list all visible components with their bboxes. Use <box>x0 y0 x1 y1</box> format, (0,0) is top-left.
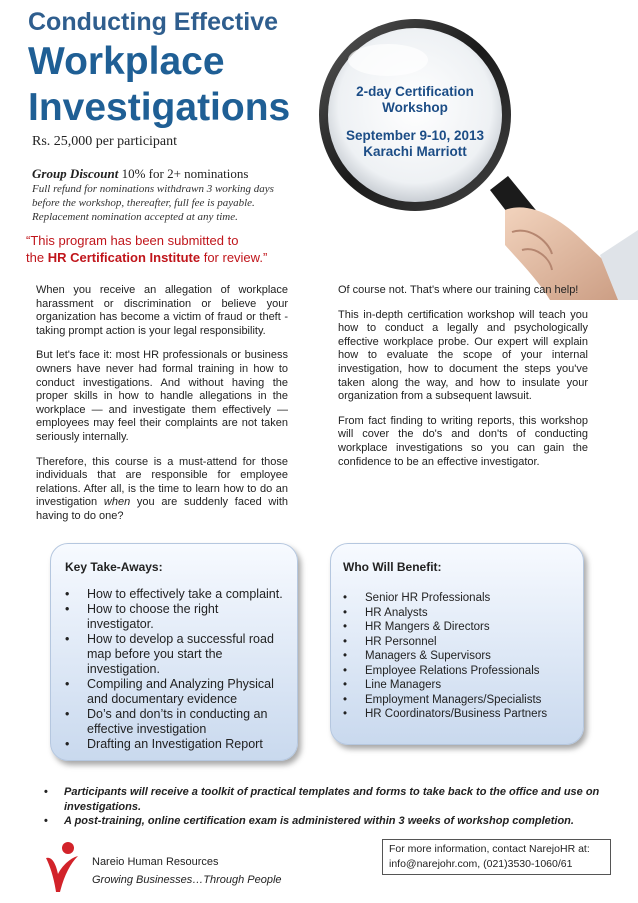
intro-paragraph: Of course not. That's where our training can help! <box>338 284 579 296</box>
list-item: • HR Analysts <box>343 606 571 621</box>
company-name: Nareio Human Resources <box>92 856 219 868</box>
workshop-label: Workshop <box>382 100 448 115</box>
workshop-type: 2-day Certification <box>356 84 474 99</box>
company-tagline: Growing Businesses…Through People <box>92 874 282 886</box>
hrci-notice-line1: “This program has been submitted to <box>26 233 239 248</box>
intro-paragraph: When you receive an allegation of workplace harassment or discrimination or believe your organization has become a victim of fraud or theft - taking prompt action is your legal responsibility. <box>36 284 288 337</box>
hrci-name: HR Certification Institute <box>47 250 201 265</box>
title-line-2: Workplace <box>28 40 225 83</box>
list-item: • Senior HR Professionals <box>343 591 571 606</box>
list-item: • A post-training, online certification exam is administered within 3 weeks of workshop completion. <box>40 814 600 829</box>
lens-text <box>340 84 490 160</box>
list-item: • How to effectively take a complaint. <box>65 587 283 602</box>
list-item: • Compiling and Analyzing Physical and documentary evidence <box>65 677 283 707</box>
contact-details[interactable]: info@narejohr.com, (021)3530-1060/61 <box>389 858 573 870</box>
list-item: • How to choose the right investigator. <box>65 602 283 632</box>
hrci-notice: “This program has been submitted to the HR Certification Institute for review.” <box>26 233 268 265</box>
refund-line: Full refund for nominations withdrawn 3 working days <box>32 183 274 195</box>
contact-intro: For more information, contact NarejoHR at: <box>389 843 590 855</box>
intro-paragraph: From fact finding to writing reports, this workshop will cover the do's and don'ts of conducting workplace investigations so you can gain the confidence to be an effective investigator. <box>338 414 588 468</box>
key-takeaways-box <box>50 543 298 761</box>
list-item: • Employee Relations Professionals <box>343 664 571 679</box>
list-item: • Managers & Supervisors <box>343 649 571 664</box>
list-item: • HR Coordinators/Business Partners <box>343 707 571 722</box>
group-discount <box>32 166 248 182</box>
discount-text: 10% for 2+ nominations <box>118 166 249 181</box>
narejo-logo-icon <box>44 840 80 894</box>
who-will-benefit-list <box>343 591 571 722</box>
key-takeaways-list <box>65 587 283 752</box>
intro-right-column <box>338 284 588 480</box>
refund-line: Replacement nomination accepted at any time. <box>32 211 238 223</box>
who-will-benefit-box <box>330 543 584 745</box>
list-item: • HR Mangers & Directors <box>343 620 571 635</box>
list-item: • Employment Managers/Specialists <box>343 693 571 708</box>
list-item: • Participants will receive a toolkit of practical templates and forms to take back to the office and use on investigations. <box>40 785 600 814</box>
intro-paragraph: But let's face it: most HR professionals or business owners have never had formal training in how to conduct investigations. And without having the proper skills in how to handle allegations in the workplace — and investigate them effectively — employees may feel their complaints are not taken seriously internally. <box>36 349 288 443</box>
refund-policy <box>32 182 274 224</box>
intro-paragraph: Therefore, this course is a must-attend for those individuals that are responsible for employee relations. After all, is the time to learn how to do an investigation when you are suddenly faced with having to do one? <box>36 455 288 522</box>
intro-left-column <box>36 284 288 535</box>
list-item: • Do’s and don’ts in conducting an effective investigation <box>65 707 283 737</box>
program-notes <box>40 785 600 829</box>
list-item: • Drafting an Investigation Report <box>65 737 283 752</box>
workshop-dates: September 9-10, 2013 <box>345 128 485 143</box>
list-item: • HR Personnel <box>343 635 571 650</box>
contact-box <box>382 839 611 875</box>
intro-paragraph: This in-depth certification workshop will teach you how to conduct a legally and psychologically effective workplace probe. Our expert will explain how to evaluate the scope of your internal investigation, how to document the steps you've taken along the way, and how to insulate your organization from a subsequent lawsuit. <box>338 308 588 403</box>
refund-line: before the workshop, thereafter, full fee is payable. <box>32 197 255 209</box>
title-line-1: Conducting Effective <box>28 8 279 36</box>
list-item: • How to develop a successful road map before you start the investigation. <box>65 632 283 677</box>
workshop-venue: Karachi Marriott <box>363 144 467 159</box>
discount-label: Group Discount <box>32 166 119 181</box>
key-takeaways-title: Key Take-Aways: <box>65 560 163 574</box>
price: Rs. 25,000 per participant <box>32 134 178 149</box>
title-line-3: Investigations <box>28 86 291 129</box>
list-item: • Line Managers <box>343 678 571 693</box>
who-will-benefit-title: Who Will Benefit: <box>343 560 442 574</box>
